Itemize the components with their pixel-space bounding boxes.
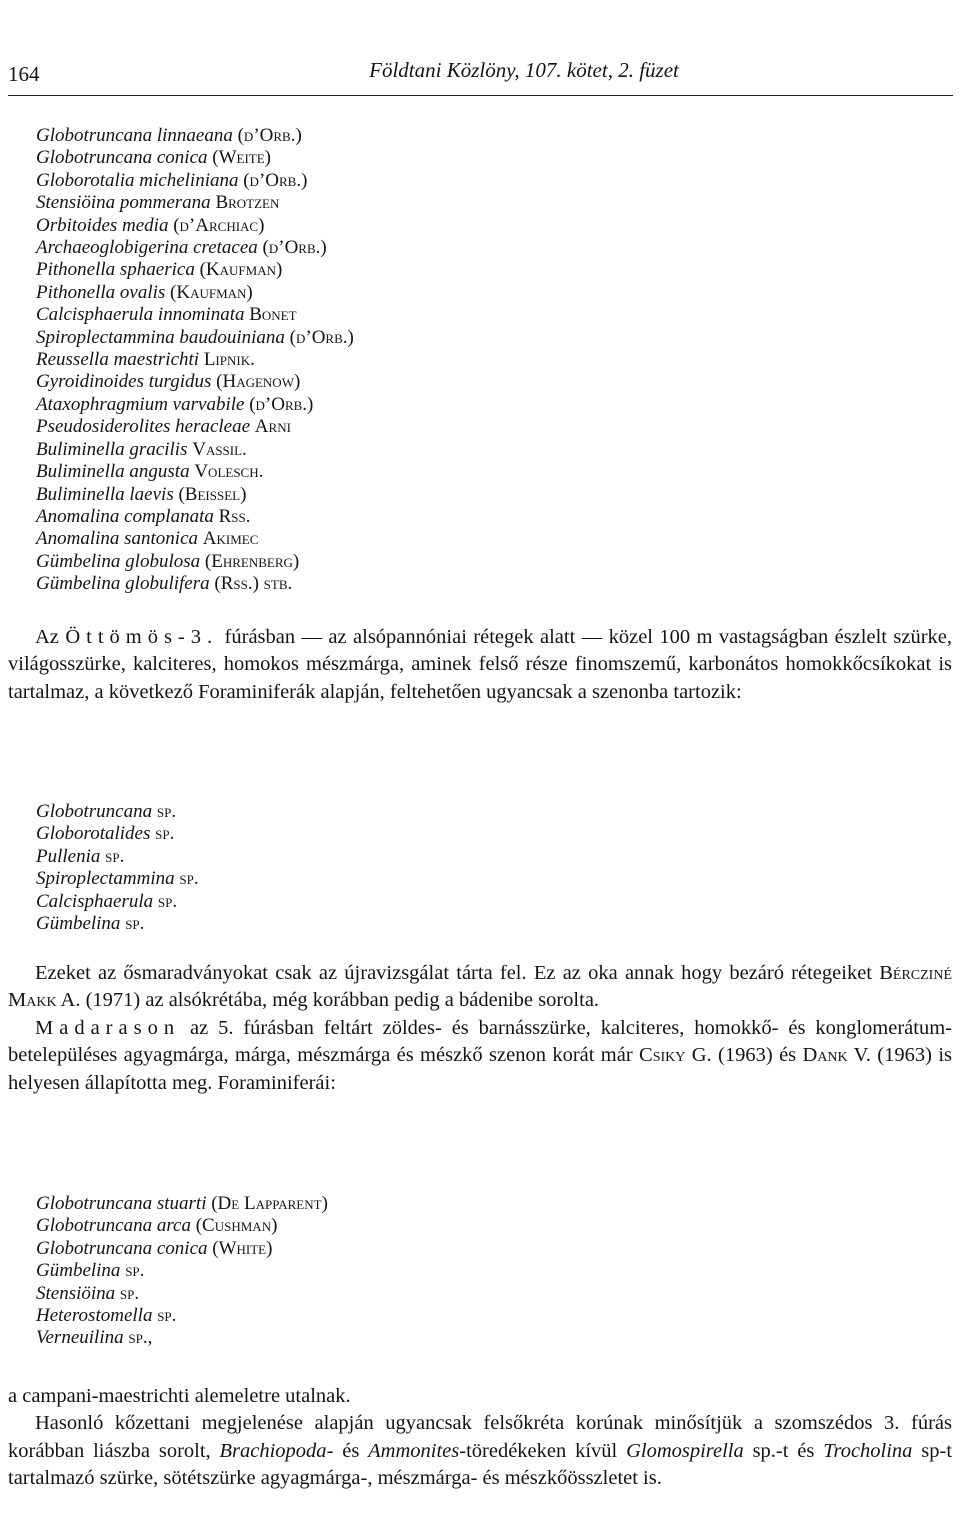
place-name-ottomos: Öttömös-3.	[65, 626, 219, 648]
author-name: Csiky G.	[639, 1044, 712, 1067]
paragraph-ottomos-body: fúrásban — az alsópannóniai rétegek alatt — közel 100 m vastagságban észlelt szürke, világosszürke, kalciteres, homokos mészmárga, aminek felső része finomszemű, karbonátos homokkőcsíkokat is tartalmaz, a következő Foraminiferák alapján, feltehetően ugyancsak a szenonba tartozik:	[8, 626, 952, 703]
lead-word: Az	[35, 626, 59, 648]
species-entry	[36, 215, 354, 237]
author-name: Bércziné Makk A.	[8, 962, 952, 1012]
text-run: - és	[326, 1439, 369, 1462]
species-name: Buliminella angusta	[36, 461, 190, 483]
species-entry	[36, 237, 354, 259]
species-author: (Kaufman)	[170, 281, 253, 303]
paragraph-madaras	[8, 1015, 952, 1097]
species-author: Vassil.	[192, 438, 247, 460]
species-author: Volesch.	[194, 461, 264, 483]
species-author: (d’Orb.)	[243, 169, 308, 191]
species-entry	[36, 259, 354, 281]
paragraph-reexamination	[8, 960, 952, 1097]
text-run: (1963) és	[711, 1044, 803, 1067]
species-name: Globotruncana stuarti	[36, 1193, 207, 1214]
species-entry	[36, 282, 354, 304]
species-entry	[36, 394, 354, 416]
species-author: sp.,	[128, 1327, 153, 1349]
species-list-1	[36, 125, 354, 596]
species-author: sp.	[179, 868, 199, 890]
species-name: Spiroplectammina baudouiniana	[36, 326, 285, 348]
species-name: Buliminella gracilis	[36, 438, 188, 460]
text-run: az 5. fúrásban feltárt zöldes- és barnásszürke, kalciteres, homokkő- és konglomerátum-betelepüléses agyagmárga, márga, mészmárga és mészkő szenon korát már	[8, 1016, 952, 1067]
species-name: Globotruncana	[36, 801, 153, 822]
species-entry	[36, 416, 354, 438]
species-entry	[36, 349, 354, 371]
species-name: Gümbelina	[36, 1260, 121, 1282]
paragraph-ottomos-text	[8, 624, 952, 706]
species-author: Brotzen	[215, 192, 280, 214]
species-entry	[36, 304, 354, 326]
species-entry	[36, 1215, 328, 1237]
species-author: Bonet	[249, 304, 297, 326]
text-run: (1963) is helyesen állapította meg. Foraminiferái:	[8, 1044, 952, 1094]
species-author: sp.	[119, 1282, 140, 1304]
text-run: Hasonló kőzettani megjelenése alapján ugyancsak felsőkréta korúnak minősítjük a szomszédos 3. fúrás korábban liászba sorolt,	[8, 1412, 952, 1462]
species-name: Gümbelina globulifera	[36, 573, 210, 595]
species-author: Rss.	[218, 505, 251, 527]
species-entry	[36, 327, 354, 349]
species-name: Gyroidinoides turgidus	[36, 371, 212, 393]
species-name: Orbitoides media	[36, 214, 169, 236]
species-entry	[36, 551, 354, 573]
species-name: Pithonella ovalis	[36, 281, 166, 303]
text-run: Ezeket az ősmaradványokat csak az újravizsgálat tárta fel. Ez az oka annak hogy bezáró rétegeiket	[35, 962, 880, 984]
page-header	[0, 58, 960, 88]
species-name: Globotruncana arca	[36, 1215, 191, 1237]
species-entry	[36, 573, 354, 595]
species-name: Heterostomella	[36, 1305, 153, 1327]
paragraph-ottomos	[8, 624, 952, 706]
species-entry	[36, 461, 354, 483]
species-name: Globotruncana conica	[36, 147, 208, 169]
paragraph-lithology	[8, 1410, 952, 1492]
species-entry	[36, 1283, 328, 1305]
species-author: Lipnik.	[203, 349, 255, 371]
species-name: Gümbelina	[36, 913, 121, 935]
species-entry	[36, 1327, 328, 1349]
species-name: Spiroplectammina	[36, 868, 175, 890]
species-author: (Hagenow)	[216, 371, 301, 393]
species-name: Buliminella laevis	[36, 483, 174, 505]
taxon-name: Glomospirella	[626, 1439, 744, 1462]
species-name: Anomalina santonica	[36, 528, 199, 550]
species-entry	[36, 506, 354, 528]
text-run: sp.-t és	[743, 1439, 824, 1462]
species-name: Globorotalides	[36, 823, 151, 845]
species-entry	[36, 371, 354, 393]
species-author: (d’Orb.)	[249, 393, 314, 415]
species-entry	[36, 147, 354, 169]
species-author: sp.	[125, 1260, 145, 1282]
species-author: sp.	[157, 890, 178, 912]
species-entry	[36, 891, 199, 913]
species-author: (Ehrenberg)	[204, 550, 300, 572]
page-number: 164	[8, 62, 40, 86]
taxon-name: Brachiopoda	[219, 1439, 327, 1462]
species-author: (Beissel)	[178, 483, 247, 505]
header-rule	[8, 95, 953, 96]
species-entry	[36, 125, 354, 147]
species-author: (De Lapparent)	[211, 1193, 328, 1214]
place-name-madaras: Madarason	[35, 1016, 181, 1039]
species-entry	[36, 192, 354, 214]
species-name: Stensiöina	[36, 1282, 116, 1304]
species-name: Globotruncana linnaeana	[36, 125, 233, 146]
species-author: (d’Orb.)	[237, 125, 302, 146]
species-entry	[36, 1238, 328, 1260]
paragraph-campanian: a campani-maestrichti alemeletre utalnak.	[8, 1385, 351, 1407]
species-author: sp.	[105, 845, 125, 867]
species-entry	[36, 1260, 328, 1282]
text-run: sp-t tartalmazó szürke, sötétszürke agyagmárga-, mészmárga- és mészkőösszletet is.	[8, 1439, 953, 1490]
species-name: Globotruncana conica	[36, 1237, 208, 1259]
species-entry	[36, 528, 354, 550]
species-list-3	[36, 1193, 328, 1350]
species-name: Globorotalia micheliniana	[36, 169, 239, 191]
species-list-2	[36, 801, 199, 935]
species-entry	[36, 1193, 328, 1215]
species-entry	[36, 439, 354, 461]
paragraph-reexamination-text	[8, 960, 952, 1015]
species-author: (Weite)	[212, 147, 272, 169]
paragraph-closing	[8, 1383, 952, 1493]
species-author: (Kaufman)	[199, 259, 283, 281]
species-author: (d’Orb.)	[262, 237, 327, 259]
species-author: Arni	[254, 416, 291, 438]
species-name: Gümbelina globulosa	[36, 550, 201, 572]
text-run: (1971) az alsókrétába, még korábban pedig a bádenibe sorolta.	[80, 989, 600, 1012]
species-name: Ataxophragmium varvabile	[36, 393, 245, 415]
species-name: Stensiöina pommerana	[36, 192, 211, 214]
species-name: Verneuilina	[36, 1327, 124, 1349]
species-author: (d’Orb.)	[289, 326, 354, 348]
species-author: sp.	[125, 913, 145, 935]
species-author: (d’Archiac)	[173, 214, 265, 236]
text-run: -töredékeken kívül	[459, 1439, 627, 1462]
species-entry	[36, 801, 199, 823]
species-name: Pullenia	[36, 845, 101, 867]
species-author: sp.	[157, 1305, 177, 1327]
species-entry	[36, 1305, 328, 1327]
species-name: Archaeoglobigerina cretacea	[36, 237, 258, 259]
species-name: Reussella maestrichti	[36, 349, 200, 371]
author-name: Dank V.	[802, 1044, 871, 1067]
species-name: Pithonella sphaerica	[36, 259, 195, 281]
species-name: Anomalina complanata	[36, 505, 214, 527]
species-name: Calcisphaerula	[36, 890, 154, 912]
species-name: Pseudosiderolites heracleae	[36, 416, 251, 438]
taxon-name: Ammonites	[368, 1439, 460, 1462]
species-author: (White)	[212, 1237, 273, 1259]
species-entry	[36, 170, 354, 192]
species-author: (Rss.) stb.	[214, 573, 293, 595]
species-author: (Cushman)	[195, 1215, 278, 1237]
taxon-name: Trocholina	[823, 1439, 913, 1462]
species-entry	[36, 484, 354, 506]
species-author: Akimec	[202, 528, 259, 550]
species-entry	[36, 823, 199, 845]
species-author: sp.	[155, 823, 175, 845]
species-author: sp.	[156, 801, 177, 822]
running-title: Földtani Közlöny, 107. kötet, 2. füzet	[369, 58, 679, 82]
species-entry	[36, 913, 199, 935]
species-entry	[36, 846, 199, 868]
species-name: Calcisphaerula innominata	[36, 304, 245, 326]
species-entry	[36, 868, 199, 890]
